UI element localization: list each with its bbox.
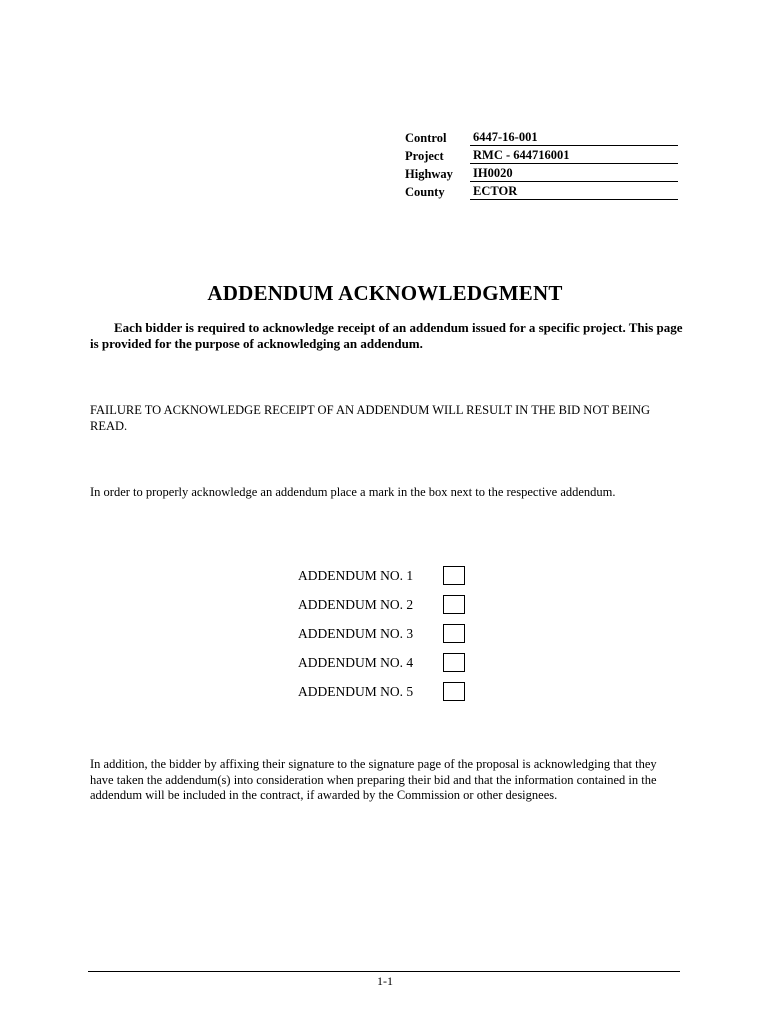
control-value: 6447-16-001 [470, 130, 678, 146]
instructions-paragraph: In order to properly acknowledge an addendum place a mark in the box next to the respective addendum. [90, 485, 616, 499]
addendum-2-checkbox[interactable] [443, 595, 465, 614]
county-label: County [405, 185, 445, 199]
project-info-table [405, 128, 678, 200]
table-row [405, 146, 678, 164]
footer-rule [88, 971, 680, 972]
table-row [405, 182, 678, 200]
highway-value: IH0020 [470, 166, 678, 182]
addendum-5-checkbox[interactable] [443, 682, 465, 701]
addendum-1-label: ADDENDUM NO. 1 [298, 568, 414, 583]
addendum-row [298, 648, 465, 677]
addendum-row [298, 590, 465, 619]
addendum-3-checkbox[interactable] [443, 624, 465, 643]
table-row [405, 164, 678, 182]
addendum-5-label: ADDENDUM NO. 5 [298, 684, 414, 699]
addendum-4-checkbox[interactable] [443, 653, 465, 672]
highway-label: Highway [405, 167, 453, 181]
addendum-row [298, 677, 465, 706]
project-label: Project [405, 149, 444, 163]
closing-paragraph: In addition, the bidder by affixing their signature to the signature page of the proposal is acknowledging that they have taken the addendum(s) into consideration when preparing their bid and that the information contained in the addendum will be included in the contract, if awarded by the Commission or other designees. [90, 757, 657, 802]
table-row [405, 128, 678, 146]
page-number: 1-1 [377, 974, 393, 988]
addendum-row [298, 561, 465, 590]
addendum-1-checkbox[interactable] [443, 566, 465, 585]
page-title: ADDENDUM ACKNOWLEDGMENT [207, 281, 563, 305]
intro-paragraph: Each bidder is required to acknowledge receipt of an addendum issued for a specific project. This page is provided for the purpose of acknowledging an addendum. [90, 320, 683, 351]
county-value: ECTOR [470, 184, 678, 200]
failure-notice-paragraph: FAILURE TO ACKNOWLEDGE RECEIPT OF AN ADDENDUM WILL RESULT IN THE BID NOT BEING READ. [90, 403, 651, 433]
addendum-3-label: ADDENDUM NO. 3 [298, 626, 414, 641]
control-label: Control [405, 131, 447, 145]
addenda-list [298, 561, 465, 706]
project-value: RMC - 644716001 [470, 148, 678, 164]
addendum-row [298, 619, 465, 648]
addendum-4-label: ADDENDUM NO. 4 [298, 655, 414, 670]
addendum-2-label: ADDENDUM NO. 2 [298, 597, 414, 612]
